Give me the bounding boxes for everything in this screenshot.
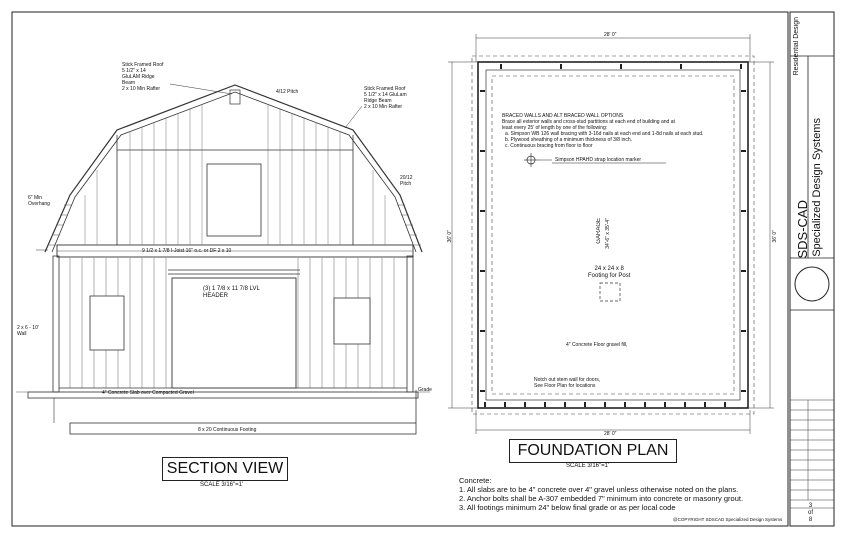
wall-label (17, 325, 39, 337)
overhang-label (28, 195, 50, 207)
braced-line-3: a. Simpson WB 126 wall bracing with 3-16d nails at each end and 1-8d nails at each stud. (505, 131, 704, 137)
braced-line-1: Brace all exterior walls and cross-stud partitions at each end of building and at (502, 119, 675, 125)
dim-left: 36' 0" (447, 230, 453, 243)
roof-left-line-4: Beam (122, 80, 136, 86)
floor-note: 4" Concrete Floor gravel fill, (566, 342, 628, 348)
post-footing-line-2: Footing for Post (588, 273, 631, 279)
sheet-number-line-3: 8 (808, 517, 813, 523)
section-view-scale: SCALE 3/16"=1' (200, 482, 244, 488)
strap-label: Simpson HPAHD strap location marker (555, 157, 642, 163)
dim-right: 36' 0" (772, 230, 778, 243)
garage-label: GARAGE (596, 218, 602, 244)
braced-line-4: b. Plywood sheathing of a minimum thickness of 3/8 inch. (505, 137, 633, 143)
section-view-title: SECTION VIEW (162, 457, 288, 481)
braced-walls-note (502, 113, 703, 149)
roof-left-line-2: 5 1/2" x 14 (122, 68, 146, 74)
pitch-side-line-1: 20/12 (400, 175, 413, 181)
roof-left-line-5: 2 x 10 Min Rafter (122, 86, 161, 92)
foundation-plan-title: FOUNDATION PLAN (509, 439, 677, 463)
header-line-2: HEADER (203, 293, 229, 299)
roof-right-line-1: Stick Framed Roof (364, 86, 406, 92)
post-footing-line-1: 24 x 24 x 8 (594, 266, 624, 272)
notch-note (534, 377, 600, 389)
roof-left-line-1: Stick Framed Roof (122, 62, 164, 68)
roof-left-line-3: GluLAM Ridge (122, 74, 155, 80)
notch-line-2: See Floor Plan for locations (534, 383, 596, 389)
foundation-plan-scale: SCALE 3/16"=1' (566, 463, 610, 469)
wall-line-1: 2 x 6 - 10' (17, 325, 39, 331)
header-line-1: (3) 1 7/8 x 11 7/8 LVL (203, 286, 260, 292)
braced-line-2: least every 25' of length by one of the following: (502, 125, 608, 131)
overhang-line-2: Overhang (28, 201, 50, 207)
slab-label: 4" Concrete Slab over Compacted Gravel (102, 390, 194, 396)
pitch-top-label: 4/12 Pitch (276, 89, 299, 95)
post-footing-label (588, 266, 630, 280)
section-view-left-roof-note (122, 62, 163, 92)
sheet-number (808, 503, 813, 524)
braced-walls-title: BRACED WALLS AND ALT BRACED WALL OPTIONS (502, 113, 624, 119)
braced-line-5: c. Continuous bracing from floor to floor (505, 143, 593, 149)
concrete-notes (459, 476, 743, 512)
sheet-number-line-2: of (808, 510, 814, 516)
copyright-note: @COPYRIGHT SDSCAD Specialized Design Systems (673, 517, 783, 522)
wall-line-2: Wall (17, 331, 27, 337)
concrete-note-3: 3. All footings minimum 24" below final grade or as per local code (459, 503, 676, 512)
garage-size-label: 34'-6" x 35'-4" (605, 218, 611, 249)
title-block-company-short: SDS-CAD (795, 200, 810, 259)
joist-label: 9 1/2 x 1 7/8 I-Joist 16" o.c. or DF 2 x 10 (142, 248, 232, 254)
sheet-number-line-1: 3 (808, 503, 813, 509)
concrete-note-1: 1. All slabs are to be 4" concrete over 4" gravel unless otherwise noted on the plans. (459, 485, 739, 494)
roof-right-line-3: Ridge Beam (364, 98, 392, 104)
dim-top: 28' 0" (604, 32, 617, 38)
dim-bottom: 28' 0" (604, 431, 617, 437)
pitch-side-label (400, 175, 413, 187)
roof-right-line-4: 2 x 10 Min Rafter (364, 104, 403, 110)
notch-line-1: Notch out stem wall for doors, (534, 377, 601, 383)
roof-right-line-2: 5 1/2" x 14 GluLam (364, 92, 407, 98)
header-label (203, 286, 260, 300)
title-block-category: Residential Design (793, 17, 800, 76)
section-view-right-roof-note (364, 86, 407, 110)
grade-label: Grade (418, 387, 432, 393)
concrete-notes-heading: Concrete: (459, 476, 492, 485)
footing-label: 8 x 20 Continuous Footing (198, 427, 257, 433)
title-block-company-name: Specialized Design Systems (811, 118, 823, 257)
concrete-note-2: 2. Anchor bolts shall be A-307 embedded 7" minimum into concrete or masonry grout. (459, 494, 744, 503)
pitch-side-line-2: Pitch (400, 181, 412, 187)
overhang-line-1: 6" Min (28, 195, 43, 201)
